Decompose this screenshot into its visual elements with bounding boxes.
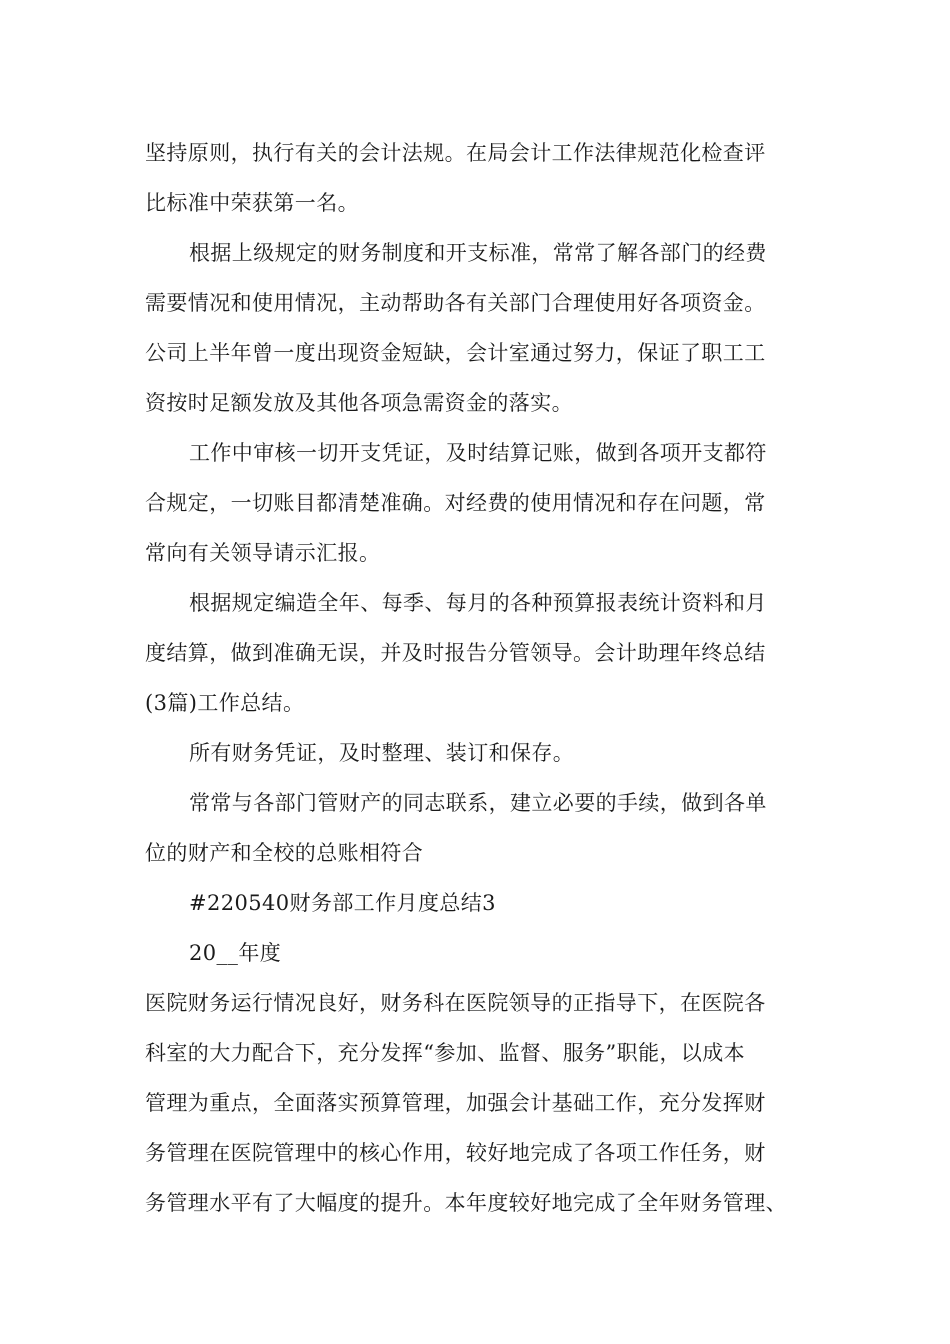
text-line: 工作中审核一切开支凭证，及时结算记账，做到各项开支都符 [189, 441, 767, 465]
text-line: 根据规定编造全年、每季、每月的各种预算报表统计资料和月 [189, 591, 767, 615]
paragraph [145, 578, 825, 728]
text-line: 医院财务运行情况良好，财务科在医院领导的正指导下，在医院各 [145, 991, 766, 1015]
text-line: 合规定，一切账目都清楚准确。对经费的使用情况和存在问题，常 [145, 491, 766, 515]
text-line: (3篇)工作总结。 [145, 691, 305, 715]
paragraph [145, 978, 825, 1228]
text-line: 务管理在医院管理中的核心作用，较好地完成了各项工作任务，财 [145, 1141, 766, 1165]
text-line: 度结算，做到准确无误，并及时报告分管领导。会计助理年终总结 [145, 641, 766, 665]
text-line: 公司上半年曾一度出现资金短缺，会计室通过努力，保证了职工工 [145, 341, 766, 365]
text-line: #220540财务部工作月度总结3 [189, 891, 496, 915]
text-line: 位的财产和全校的总账相符合 [145, 841, 424, 865]
text-line: 比标准中荣获第一名。 [145, 191, 359, 215]
year-line [145, 928, 825, 978]
text-line: 常常与各部门管财产的同志联系，建立必要的手续，做到各单 [189, 791, 767, 815]
text-line: 科室的大力配合下，充分发挥“参加、监督、服务”职能，以成本 [145, 1041, 746, 1065]
text-line: 常向有关领导请示汇报。 [145, 541, 381, 565]
text-line: 根据上级规定的财务制度和开支标准，常常了解各部门的经费 [189, 241, 767, 265]
paragraph [145, 128, 825, 228]
text-line: 20__年度 [189, 941, 282, 965]
paragraph [145, 228, 825, 428]
text-line: 务管理水平有了大幅度的提升。本年度较好地完成了全年财务管理、 [145, 1191, 787, 1215]
document-body [145, 128, 825, 1228]
text-line: 所有财务凭证，及时整理、装订和保存。 [189, 741, 575, 765]
paragraph [145, 428, 825, 578]
text-line: 需要情况和使用情况，主动帮助各有关部门合理使用好各项资金。 [145, 291, 766, 315]
paragraph [145, 778, 825, 878]
paragraph [145, 728, 825, 778]
text-line: 管理为重点，全面落实预算管理，加强会计基础工作，充分发挥财 [145, 1091, 766, 1115]
text-line: 资按时足额发放及其他各项急需资金的落实。 [145, 391, 573, 415]
text-line: 坚持原则，执行有关的会计法规。在局会计工作法律规范化检查评 [145, 141, 766, 165]
section-heading [145, 878, 825, 928]
